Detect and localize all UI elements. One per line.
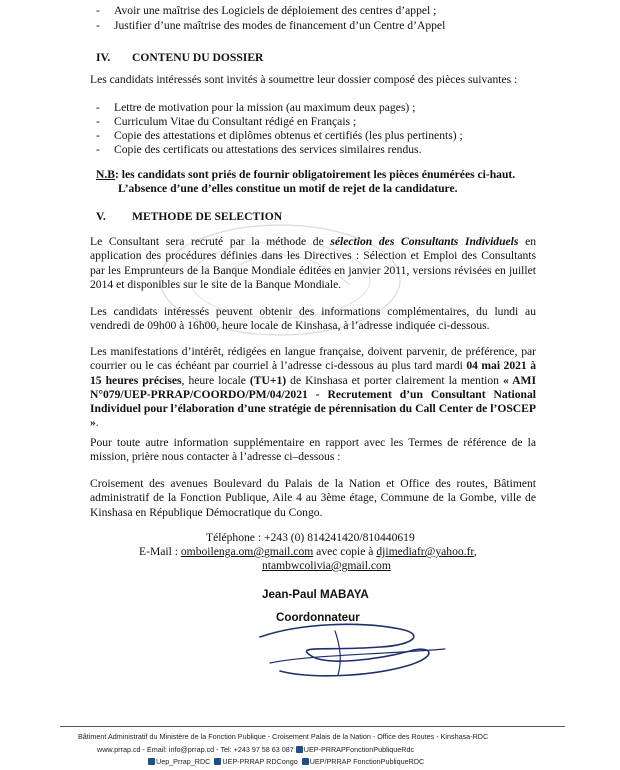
email-label: E-Mail : [139,545,178,558]
bullet-text: Copie des attestations et diplômes obtenus et certifiés (les plus pertinents) ; [114,129,463,142]
section-number: V. [96,210,106,223]
email-link-2[interactable]: djimediafr@yahoo.fr [376,545,474,558]
facebook-icon [302,758,309,765]
footer-divider [60,726,565,727]
bullet-text: Justifier d’une maîtrise des modes de financement d’un Centre d’Appel [114,19,446,32]
footer-phone: Tel: +243 97 58 63 087 [220,745,294,754]
bullet-dash: - [96,19,100,32]
bullet-dash: - [96,115,100,128]
text-run: avec copie à [316,545,374,558]
text-run: Les manifestations d’intérêt, rédigées en langue française, doivent parvenir, de préférence, par courrier ou le cas échéant par courriel à l’adresse ci-dessous au plus tard mardi [90,345,536,373]
text-run: , heure locale [181,373,246,387]
footer-facebook[interactable]: UEP-PRRAPFonctionPubliqueRdc [303,745,415,754]
paragraph-address: Croisement des avenues Boulevard du Palais de la Nation et Office des routes, Bâtiment administratif de la Fonction Publique, Aile 4 au 3ème étage, Commune de la Gombe, ville de Kinshasa en République Démocratique du Congo. [90,477,536,519]
paragraph-method [90,235,536,292]
email-link-3[interactable]: ntambwcolivia@gmail.com [262,559,391,572]
deadline: 04 mai 2021 à 15 heures précises [90,359,537,387]
section-title: CONTENU DU DOSSIER [132,51,264,64]
email-line-2 [262,559,391,572]
paragraph-contact-intro: Pour toute autre information supplémentaire en rapport avec les Termes de référence de la mission, prière nous contacter à l’adresse ci–dessous : [90,436,536,464]
bullet-dash: - [96,4,100,17]
email-line [139,545,477,558]
section-number: IV. [96,51,111,64]
bullet-text: Lettre de motivation pour la mission (au maximum deux pages) ; [114,101,416,114]
text-run: de Kinshasa et porter clairement la mention [290,373,499,387]
footer-address: Bâtiment Administratif du Ministère de la Fonction Publique - Croisement Palais de la Nation - Office des Routes - Kinshasa-RDC [78,732,489,741]
footer-contact-row [97,745,414,754]
method-name: sélection des Consultants Individuels [330,235,519,248]
separator: - [142,745,145,754]
section-iv-intro: Les candidats intéressés sont invités à soumettre leur dossier composé des pièces suivantes : [90,73,518,86]
footer-website[interactable]: www.prrap.cd [97,745,141,754]
nb-text: : les candidats sont priés de fournir obligatoirement les pièces énumérées ci-haut. [115,168,516,181]
bullet-text: Avoir une maîtrise des Logiciels de déploiement des centres d’appel ; [114,4,437,17]
text-run: . [95,416,99,430]
phone-line: Téléphone : +243 (0) 814241420/810440619 [206,531,415,544]
paragraph-info: Les candidats intéressés peuvent obtenir des informations complémentaires, du lundi au vendredi de 09h00 à 16h00, heure locale de Kinshasa, à l’adresse indiquée ci-dessous. [90,305,536,333]
reference-mention: « AMI N°079/UEP-PRRAP/COORDO/PM/04/2021 - Recrutement d’un Consultant National Individuel pour l’élaboration d’une stratégie de pérennisation du Call Center de l’OSCEP » [90,373,536,430]
section-v-heading [96,210,282,223]
bullet-dash: - [96,101,100,114]
footer-facebook-2[interactable]: UEP/PRRAP FonctionPubliqueRDC [309,757,425,766]
footer-twitter[interactable]: UEP-PRRAP RDCongo [222,757,298,766]
email-link-1[interactable]: omboilenga.om@gmail.com [180,545,314,558]
bullet-text: Curriculum Vitae du Consultant rédigé en Français ; [114,115,357,128]
signatory-name: Jean-Paul MABAYA [262,588,369,601]
separator: - [216,745,219,754]
bullet-dash: - [96,143,100,156]
bullet-dash: - [96,129,100,142]
text-run: Le Consultant sera recruté par la méthode de [90,235,324,248]
nb-note-line1 [96,168,515,182]
handwritten-signature [240,615,460,685]
bullet-text: Copie des certificats ou attestations des services similaires rendus. [114,143,422,156]
twitter-icon [214,758,221,765]
text-run: , [473,545,477,558]
facebook-icon [296,746,303,753]
footer-email[interactable]: Email: info@prrap.cd [146,745,215,754]
text-run: en application des procédures définies dans les Directives : Sélection et Emploi des Consultants par les Emprunteurs de la Banque Mondiale éditées en janvier 2011, versions révisées en juillet 2014 et disponibles sur le site de la Banque Mondiale. [90,235,537,291]
section-iv-heading [96,51,263,64]
section-title: METHODE DE SELECTION [132,210,283,223]
footer-linkedin[interactable]: Uep_Prrap_RDC [156,757,211,766]
linkedin-icon [148,758,155,765]
signatory-title: Coordonnateur [276,611,360,624]
paragraph-submission [90,345,536,431]
nb-note-line2: L’absence d’une d’elles constitue un motif de rejet de la candidature. [118,182,458,195]
nb-tag: N.B [96,168,116,181]
footer-social-row [148,757,424,766]
timezone: (TU+1) [249,373,287,387]
